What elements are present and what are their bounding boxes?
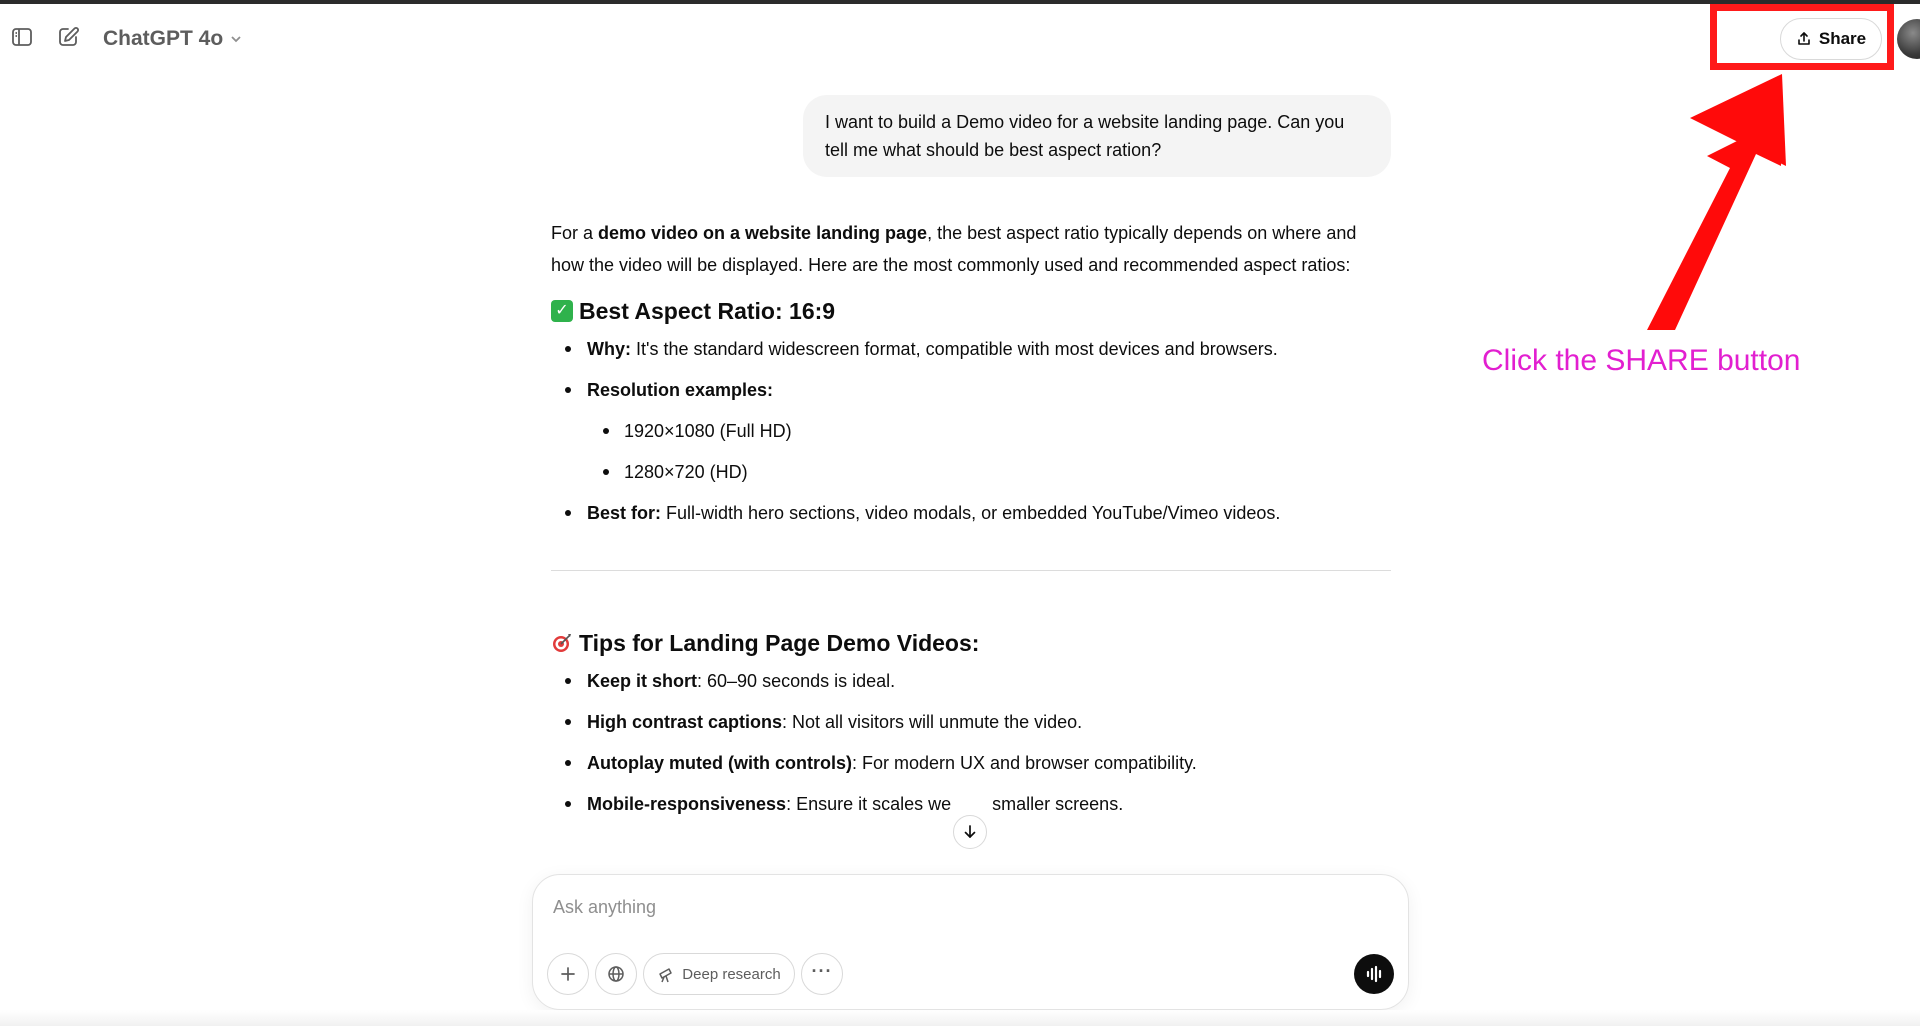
list-item: Autoplay muted (with controls): For modern UX and browser compatibility. bbox=[551, 747, 1391, 788]
list-item: 1280×720 (HD) bbox=[551, 456, 1391, 497]
list-item: Keep it short: 60–90 seconds is ideal. bbox=[551, 665, 1391, 706]
list-item: Mobile-responsiveness: Ensure it scales we smaller screens. bbox=[551, 788, 1391, 829]
telescope-icon bbox=[657, 965, 675, 983]
list-item: Why: It's the standard widescreen format, compatible with most devices and browsers. bbox=[551, 333, 1391, 374]
section-heading-tips: Tips for Landing Page Demo Videos: bbox=[551, 627, 1391, 659]
prompt-input[interactable] bbox=[551, 889, 1335, 925]
share-highlight-box bbox=[1710, 4, 1894, 70]
voice-waveform-icon bbox=[1364, 964, 1384, 984]
section-divider bbox=[551, 570, 1391, 571]
chevron-down-icon bbox=[229, 32, 243, 46]
list-item: High contrast captions: Not all visitors will unmute the video. bbox=[551, 706, 1391, 747]
list-item: Resolution examples: bbox=[551, 374, 1391, 415]
more-tools-button[interactable] bbox=[801, 953, 843, 995]
sidebar-toggle-icon[interactable] bbox=[7, 22, 37, 52]
aspect-ratio-list bbox=[551, 333, 1391, 538]
section-heading-aspect-ratio: ✓ Best Aspect Ratio: 16:9 bbox=[551, 295, 1391, 327]
avatar[interactable] bbox=[1897, 19, 1920, 59]
tips-list bbox=[551, 665, 1391, 829]
assistant-message bbox=[551, 217, 1391, 829]
user-message: I want to build a Demo video for a website landing page. Can you tell me what should be best aspect ration? bbox=[803, 95, 1391, 177]
check-icon: ✓ bbox=[551, 300, 573, 322]
plus-icon bbox=[559, 965, 577, 983]
share-label: Share bbox=[1818, 29, 1867, 48]
attach-button[interactable] bbox=[547, 953, 589, 995]
top-bar bbox=[0, 4, 1920, 68]
composer bbox=[532, 874, 1409, 1010]
globe-icon bbox=[607, 965, 625, 983]
arrow-down-icon bbox=[962, 824, 978, 840]
new-chat-icon[interactable] bbox=[53, 22, 83, 52]
answer-intro: For a demo video on a website landing page, the best aspect ratio typically depends on where and how the video will be displayed. Here are the most commonly used and recommended aspect ratios: bbox=[551, 223, 1357, 275]
list-item: Best for: Full-width hero sections, video modals, or embedded YouTube/Vimeo videos. bbox=[551, 497, 1391, 538]
model-name: ChatGPT 4o bbox=[103, 27, 224, 50]
scroll-to-bottom-button[interactable] bbox=[953, 815, 987, 849]
deep-research-label: Deep research bbox=[682, 965, 781, 983]
model-selector[interactable] bbox=[103, 24, 243, 54]
search-web-button[interactable] bbox=[595, 953, 637, 995]
deep-research-button[interactable] bbox=[643, 953, 795, 995]
voice-mode-button[interactable] bbox=[1354, 954, 1394, 994]
annotation-callout: Click the SHARE button bbox=[1482, 344, 1801, 377]
ellipsis-icon: ··· bbox=[811, 961, 833, 981]
target-icon bbox=[551, 632, 573, 654]
list-item: 1920×1080 (Full HD) bbox=[551, 415, 1391, 456]
bottom-fade bbox=[0, 1010, 1920, 1026]
